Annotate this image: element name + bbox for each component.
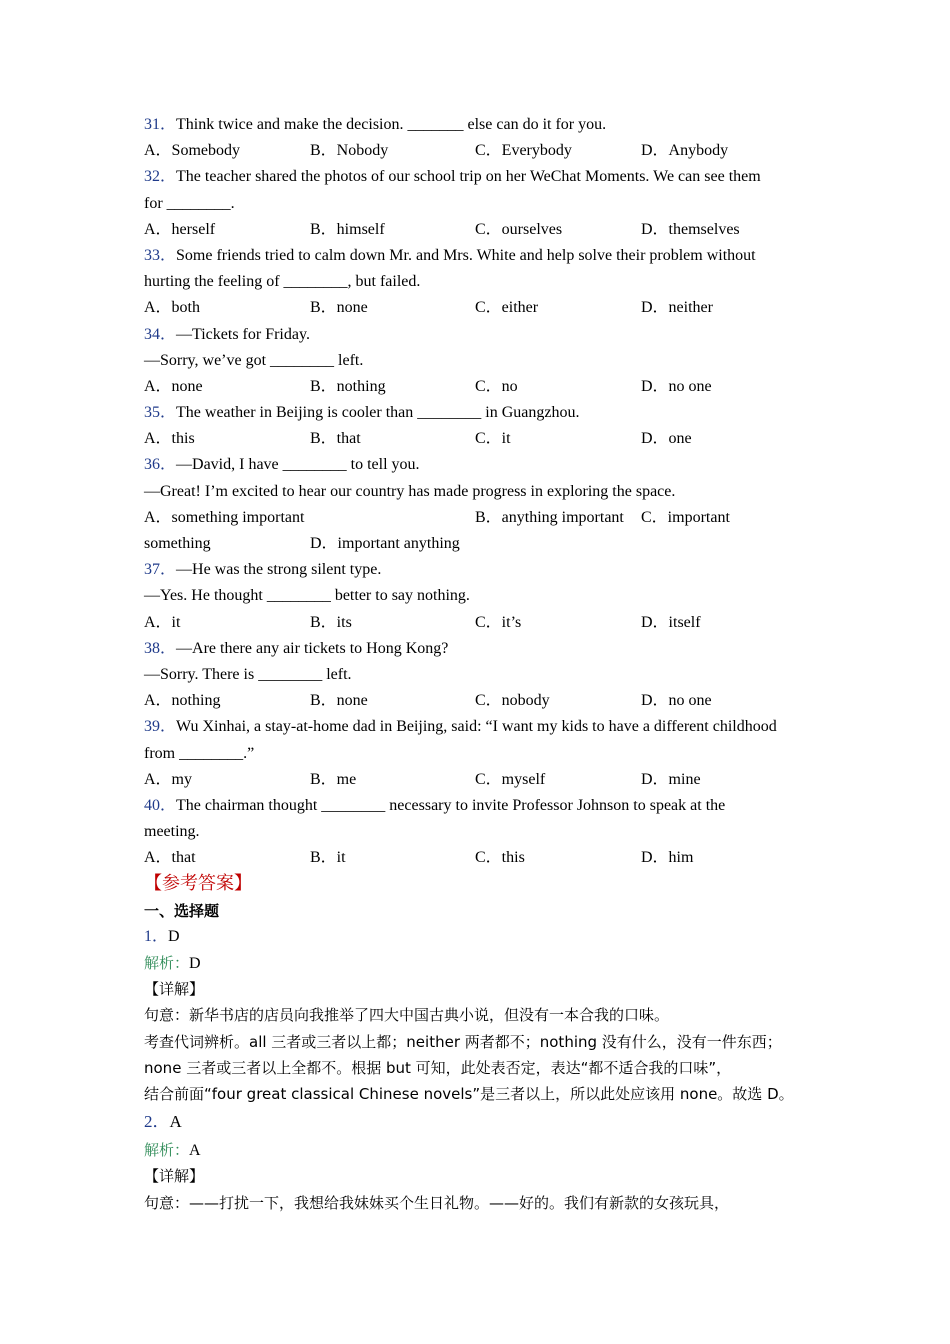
question-37 (144, 557, 816, 583)
question-40-cont (144, 819, 816, 845)
question-stem: The teacher shared the photos of our school trip on her WeChat Moments. We can see them (176, 168, 761, 186)
option-d[interactable]: D．no one (641, 692, 712, 710)
option-a[interactable]: A．that (144, 849, 196, 867)
option-a[interactable]: A．none (144, 377, 203, 395)
question-stem: —Sorry. There is ________ left. (144, 665, 352, 683)
answer-2 (144, 1107, 816, 1137)
options-36 (144, 505, 816, 531)
answer-value: A (169, 1112, 182, 1132)
analysis-label: 解析： (144, 1141, 190, 1160)
explanation-line: 句意：新华书店的店员向我推举了四大中国古典小说，但没有一本合我的口味。 (144, 1006, 670, 1025)
answer-value: D (168, 927, 180, 945)
option-c[interactable]: C．it’s (475, 613, 522, 631)
options-39 (144, 767, 816, 793)
question-stem: for ________. (144, 194, 235, 212)
answer-number: 1． (144, 927, 169, 945)
explanation-line: 句意：——打扰一下，我想给我妹妹买个生日礼物。——好的。我们有新款的女孩玩具， (144, 1193, 730, 1212)
detail-label: 【详解】 (144, 980, 205, 999)
question-37-cont (144, 583, 816, 609)
question-stem: Wu Xinhai, a stay-at-home dad in Beijing, said: “I want my kids to have a different childhood (176, 718, 777, 736)
option-c[interactable]: C．myself (475, 770, 546, 788)
options-38 (144, 688, 816, 714)
options-32 (144, 217, 816, 243)
question-stem: —Tickets for Friday. (176, 325, 310, 343)
option-d[interactable]: D．important anything (310, 535, 460, 552)
question-number: 33． (144, 246, 177, 264)
detail-label: 【详解】 (144, 1167, 205, 1186)
option-b[interactable]: B．Nobody (310, 142, 389, 160)
answer-number: 2． (144, 1112, 170, 1132)
option-c-continued[interactable]: something (144, 535, 211, 552)
options-34 (144, 374, 816, 400)
question-36-cont (144, 479, 816, 505)
option-a[interactable]: A．my (144, 770, 193, 788)
option-d[interactable]: D．mine (641, 770, 701, 788)
question-35 (144, 400, 816, 426)
options-31 (144, 138, 816, 164)
analysis-1 (144, 950, 816, 976)
option-c[interactable]: C．nobody (475, 692, 550, 710)
question-stem: —David, I have ________ to tell you. (176, 456, 420, 474)
option-d[interactable]: D．no one (641, 377, 712, 395)
question-stem: Think twice and make the decision. _______ else can do it for you. (176, 116, 607, 133)
option-a[interactable]: A．it (144, 613, 181, 631)
option-d[interactable]: D．neither (641, 299, 713, 317)
exercise-page (144, 112, 816, 1216)
option-b[interactable]: B．none (310, 692, 368, 710)
question-stem: —Yes. He thought ________ better to say nothing. (144, 587, 470, 605)
question-stem: from ________.” (144, 744, 255, 762)
option-b[interactable]: B．nothing (310, 377, 386, 395)
question-38 (144, 636, 816, 662)
answer-1 (144, 924, 816, 950)
option-d[interactable]: D．itself (641, 613, 701, 631)
question-39 (144, 714, 816, 740)
analysis-label: 解析： (144, 954, 190, 972)
option-b[interactable]: B．its (310, 613, 352, 631)
question-number: 32． (144, 168, 177, 186)
option-b[interactable]: B．that (310, 430, 361, 448)
question-number: 34． (144, 325, 177, 343)
question-number: 40． (144, 796, 177, 814)
question-39-cont (144, 741, 816, 767)
question-stem: —Are there any air tickets to Hong Kong? (176, 639, 449, 657)
options-37 (144, 610, 816, 636)
option-a[interactable]: A．both (144, 299, 201, 317)
question-number: 38． (144, 639, 177, 657)
option-b[interactable]: B．none (310, 299, 368, 317)
question-31 (144, 112, 816, 138)
option-c[interactable]: C．this (475, 849, 525, 867)
option-a[interactable]: A．this (144, 430, 195, 448)
option-b[interactable]: B．me (310, 770, 357, 788)
question-number: 35． (144, 404, 177, 422)
question-number: 31． (144, 116, 177, 133)
options-35 (144, 426, 816, 452)
option-d[interactable]: D．themselves (641, 220, 740, 238)
explanation-line: 考查代词辨析。all 三者或三者以上都；neither 两者都不；nothing 没有什么，没有一件东西； (144, 1032, 782, 1051)
question-stem: —Sorry, we’ve got ________ left. (144, 351, 364, 369)
option-a[interactable]: A．something important (144, 508, 305, 526)
option-c[interactable]: C．no (475, 377, 518, 395)
question-number: 36． (144, 456, 177, 474)
question-stem: hurting the feeling of ________, but failed. (144, 273, 421, 291)
question-stem: —He was the strong silent type. (176, 561, 382, 579)
question-40 (144, 793, 816, 819)
question-33 (144, 243, 816, 269)
analysis-value: D (189, 955, 201, 972)
question-32 (144, 164, 816, 190)
option-c[interactable]: C．ourselves (475, 220, 563, 238)
option-d[interactable]: D．one (641, 430, 692, 448)
question-stem: meeting. (144, 823, 200, 841)
explanation-line: none 三者或三者以上全都不。根据 but 可知，此处表否定，表达“都不适合我的口味”， (144, 1058, 732, 1077)
analysis-2 (144, 1137, 816, 1163)
option-c[interactable]: C．either (475, 299, 539, 317)
question-number: 37． (144, 561, 177, 579)
question-number: 39． (144, 718, 177, 736)
question-36 (144, 452, 816, 478)
explanation-line: 结合前面“four great classical Chinese novels”是三者以上，所以此处应该用 none。故选 D。 (144, 1084, 794, 1103)
options-40 (144, 845, 816, 871)
question-stem: —Great! I’m excited to hear our country has made progress in exploring the space. (144, 482, 676, 500)
options-33 (144, 295, 816, 321)
question-38-cont (144, 662, 816, 688)
question-34 (144, 322, 816, 348)
option-b[interactable]: B．it (310, 849, 346, 867)
option-a[interactable]: A．Somebody (144, 142, 241, 160)
option-b[interactable]: B．himself (310, 220, 385, 238)
question-stem: Some friends tried to calm down Mr. and Mrs. White and help solve their problem without (176, 246, 756, 264)
option-d[interactable]: D．Anybody (641, 142, 729, 160)
question-34-cont (144, 348, 816, 374)
answer-key-header: 【参考答案】 (144, 873, 252, 895)
options-36-cont (144, 531, 816, 557)
option-c[interactable]: C．it (475, 430, 511, 448)
option-d[interactable]: D．him (641, 849, 694, 867)
option-c[interactable]: C．important (641, 508, 730, 526)
analysis-value: A (189, 1142, 201, 1160)
question-stem: The weather in Beijing is cooler than ________ in Guangzhou. (176, 404, 580, 422)
option-a[interactable]: A．herself (144, 220, 216, 238)
question-33-cont (144, 269, 816, 295)
question-stem: The chairman thought ________ necessary to invite Professor Johnson to speak at the (176, 796, 726, 814)
option-a[interactable]: A．nothing (144, 692, 221, 710)
question-32-cont (144, 191, 816, 217)
option-b[interactable]: B．anything important (475, 508, 624, 526)
section-heading: 一、选择题 (144, 901, 220, 920)
option-c[interactable]: C．Everybody (475, 142, 572, 160)
